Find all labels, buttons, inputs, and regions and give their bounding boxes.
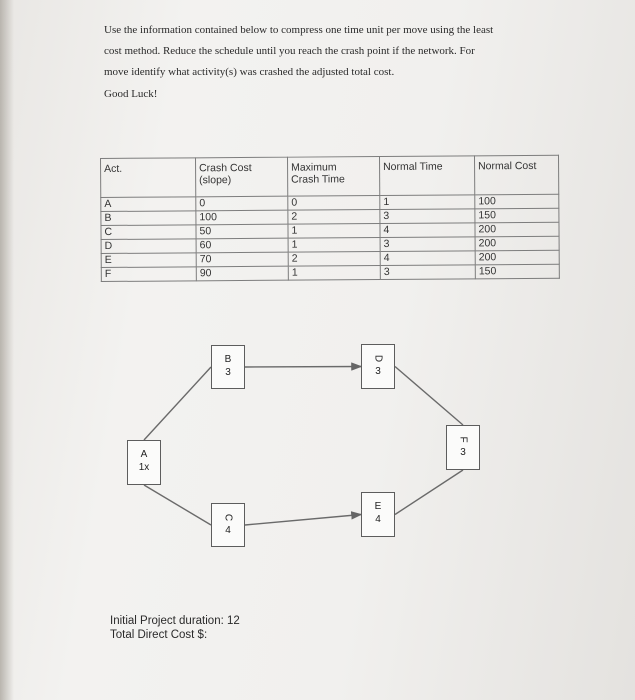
- edge-a-b: [144, 367, 211, 440]
- table-cell: 4: [380, 251, 475, 266]
- activity-node-c: [211, 503, 245, 547]
- activity-node-f: [446, 425, 480, 470]
- header-act-label: Act.: [104, 162, 123, 175]
- table-cell: F: [101, 267, 196, 282]
- initial-duration-text: Initial Project duration: 12: [110, 615, 240, 627]
- edge-d-f: [395, 367, 463, 426]
- table-cell: 1: [288, 266, 380, 281]
- edge-e-f: [395, 470, 463, 515]
- activity-node-e: [361, 492, 395, 537]
- activity-node-name: B: [224, 354, 232, 365]
- table-cell: 0: [196, 196, 288, 211]
- activity-node-name: F: [457, 436, 469, 443]
- activity-node-duration: 1x: [138, 462, 150, 473]
- table-cell: 4: [380, 223, 475, 238]
- edge-c-e: [245, 515, 361, 526]
- edge-b-d: [245, 367, 361, 368]
- table-cell: 200: [475, 236, 559, 251]
- table-cell: 100: [475, 194, 559, 209]
- table-cell: B: [101, 211, 196, 226]
- activity-node-name: E: [374, 501, 382, 512]
- total-direct-cost-text: Total Direct Cost $:: [110, 629, 208, 641]
- table-cell: 3: [380, 209, 475, 224]
- network-edges: [144, 367, 463, 526]
- table-cell: 90: [196, 266, 288, 281]
- table-cell: 50: [196, 224, 288, 239]
- table-cell: A: [101, 197, 196, 212]
- table-cell: 150: [475, 208, 559, 223]
- footer: [110, 614, 240, 642]
- activity-node-a: [127, 440, 161, 485]
- instructions-line-3: move identify what activity(s) was crashed the adjusted total cost.: [104, 66, 395, 78]
- activity-node-name: A: [140, 449, 148, 460]
- table-cell: 70: [196, 252, 288, 267]
- good-luck-text: Good Luck!: [104, 88, 158, 100]
- table-cell: 200: [475, 250, 559, 265]
- table-cell: 200: [475, 222, 559, 237]
- table-cell: 1: [380, 195, 475, 210]
- activity-node-duration: 3: [460, 447, 466, 458]
- table-cell: 2: [288, 210, 380, 225]
- table-cell: 3: [380, 265, 475, 280]
- table-cell: 0: [288, 196, 380, 211]
- table-cell: 2: [288, 252, 380, 267]
- header-normal-time-label: Normal Time: [383, 160, 443, 174]
- table-cell: D: [101, 239, 196, 254]
- header-crash-cost-label: Crash Cost (slope): [199, 161, 252, 187]
- activity-node-duration: 4: [225, 525, 231, 536]
- instructions-line-1: Use the information contained below to compress one time unit per move using the least: [104, 24, 494, 36]
- header-max-crash-time-label: Maximum Crash Time: [291, 161, 345, 186]
- activity-node-d: [361, 344, 395, 389]
- instructions-line-2: cost method. Reduce the schedule until you reach the crash point if the network. For: [104, 45, 475, 57]
- activity-node-name: C: [222, 513, 234, 522]
- table-cell: 100: [196, 210, 288, 225]
- table-cell: 3: [380, 237, 475, 252]
- table-cell: 60: [196, 238, 288, 253]
- table-cell: C: [101, 225, 196, 240]
- table-cell: 150: [475, 264, 559, 279]
- edge-a-c: [144, 485, 211, 525]
- header-normal-cost-label: Normal Cost: [478, 159, 537, 173]
- activity-node-b: [211, 345, 245, 389]
- table-cell: 1: [288, 224, 380, 239]
- activity-node-duration: 4: [375, 514, 381, 525]
- table-cell: 1: [288, 238, 380, 253]
- activity-node-duration: 3: [225, 367, 231, 378]
- activity-node-duration: 3: [375, 366, 381, 377]
- table-cell: E: [101, 253, 196, 268]
- activity-node-name: D: [372, 354, 384, 363]
